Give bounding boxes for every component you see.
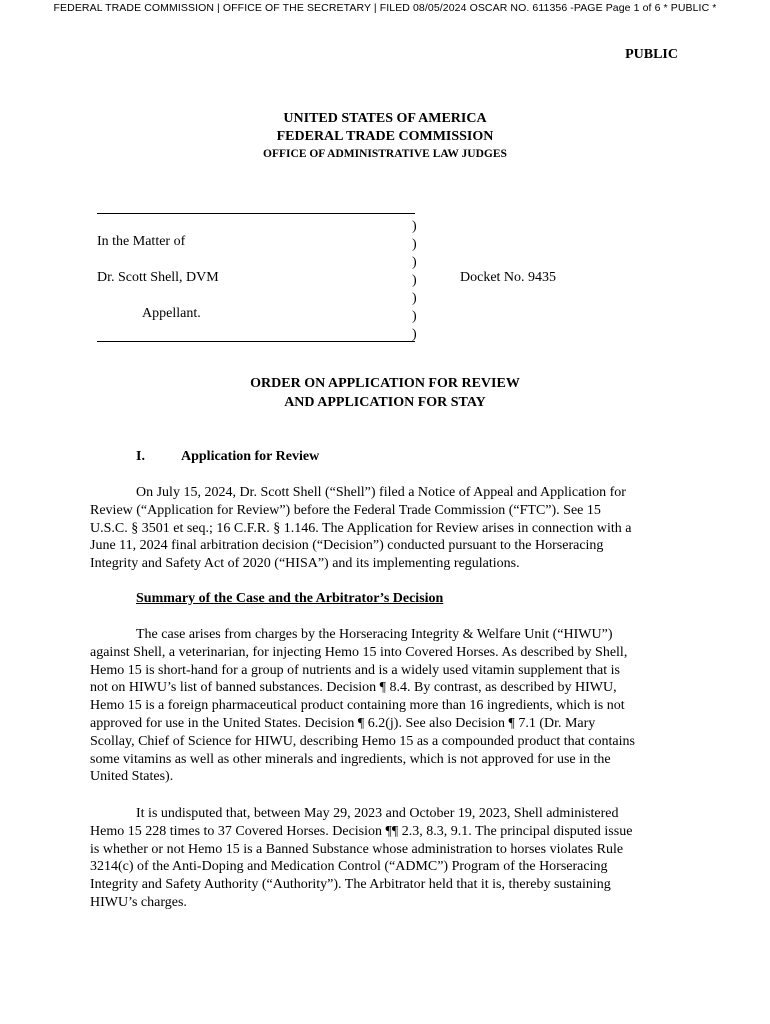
paren: ) bbox=[412, 327, 417, 342]
text-line: On July 15, 2024, Dr. Scott Shell (“Shell”) filed a Notice of Appeal and Application for bbox=[136, 485, 626, 500]
paragraph-1 bbox=[90, 484, 685, 573]
caption-bottom-rule bbox=[97, 341, 415, 342]
party-role: Appellant. bbox=[142, 306, 201, 321]
text-line: Integrity and Safety Authority (“Authority”). The Arbitrator held that it is, thereby sustaining bbox=[90, 877, 611, 893]
text-line: The case arises from charges by the Horseracing Integrity & Welfare Unit (“HIWU”) bbox=[136, 627, 613, 642]
paren: ) bbox=[412, 291, 417, 306]
section-number: I. bbox=[136, 449, 145, 464]
paren: ) bbox=[412, 237, 417, 252]
text-line: approved for use in the United States. Decision ¶ 6.2(j). See also Decision ¶ 7.1 (Dr. Mary bbox=[90, 715, 596, 731]
text-line: Integrity and Safety Act of 2020 (“HISA”) and its implementing regulations. bbox=[90, 556, 520, 572]
paren: ) bbox=[412, 309, 417, 324]
text-line: HIWU’s charges. bbox=[90, 894, 187, 910]
caption-office: OFFICE OF ADMINISTRATIVE LAW JUDGES bbox=[263, 148, 507, 160]
text-line: 3214(c) of the Anti-Doping and Medication Control (“ADMC”) Program of the Horseracing bbox=[90, 859, 608, 875]
public-label: PUBLIC bbox=[625, 47, 678, 62]
order-title: ORDER ON APPLICATION FOR REVIEW bbox=[250, 376, 520, 391]
order-subtitle: AND APPLICATION FOR STAY bbox=[284, 395, 486, 410]
caption-country: UNITED STATES OF AMERICA bbox=[283, 111, 487, 126]
text-line: It is undisputed that, between May 29, 2023 and October 19, 2023, Shell administered bbox=[136, 806, 619, 821]
caption-parentheses bbox=[412, 218, 417, 344]
paragraph-3 bbox=[90, 805, 685, 912]
text-line: against Shell, a veterinarian, for injecting Hemo 15 into Covered Horses. As described by Shell, bbox=[90, 644, 628, 660]
caption-agency: FEDERAL TRADE COMMISSION bbox=[276, 129, 494, 144]
section-title: Application for Review bbox=[181, 449, 320, 464]
text-line: United States). bbox=[90, 769, 174, 785]
text-line: June 11, 2024 final arbitration decision (“Decision”) conducted pursuant to the Horseracing bbox=[90, 538, 604, 554]
text-line: Hemo 15 228 times to 37 Covered Horses. Decision ¶¶ 2.3, 8.3, 9.1. The principal disputed issue bbox=[90, 823, 633, 839]
subheading: Summary of the Case and the Arbitrator’s Decision bbox=[136, 591, 444, 606]
paren: ) bbox=[412, 273, 417, 288]
caption-top-rule bbox=[97, 213, 415, 214]
filing-stamp: FEDERAL TRADE COMMISSION | OFFICE OF THE SECRETARY | FILED 08/05/2024 OSCAR NO. 611356 -PAGE Page 1 of 6 * PUBLIC * bbox=[53, 2, 717, 14]
paren: ) bbox=[412, 255, 417, 270]
in-the-matter: In the Matter of bbox=[97, 234, 186, 249]
docket-number: Docket No. 9435 bbox=[460, 270, 557, 285]
text-line: U.S.C. § 3501 et seq.; 16 C.F.R. § 1.146. The Application for Review arises in connection with a bbox=[90, 520, 632, 536]
text-line: not on HIWU’s list of banned substances. Decision ¶ 8.4. By contrast, as described by HIWU, bbox=[90, 680, 617, 696]
text-line: Scollay, Chief of Science for HIWU, describing Hemo 15 as a compounded product that contains bbox=[90, 733, 635, 749]
paragraph-2 bbox=[90, 626, 685, 786]
party-name: Dr. Scott Shell, DVM bbox=[97, 270, 219, 285]
text-line: Hemo 15 is a foreign pharmaceutical product containing more than 16 ingredients, which is not bbox=[90, 698, 625, 714]
text-line: Review (“Application for Review”) before the Federal Trade Commission (“FTC”). See 15 bbox=[90, 502, 601, 518]
text-line: Hemo 15 is short-hand for a group of nutrients and is a widely used vitamin supplement that is bbox=[90, 662, 620, 678]
paren: ) bbox=[412, 219, 417, 234]
text-line: some vitamins as well as other minerals and ingredients, which is not approved for use in the bbox=[90, 751, 611, 767]
text-line: is whether or not Hemo 15 is a Banned Substance whose administration to horses violates Rule bbox=[90, 841, 624, 857]
